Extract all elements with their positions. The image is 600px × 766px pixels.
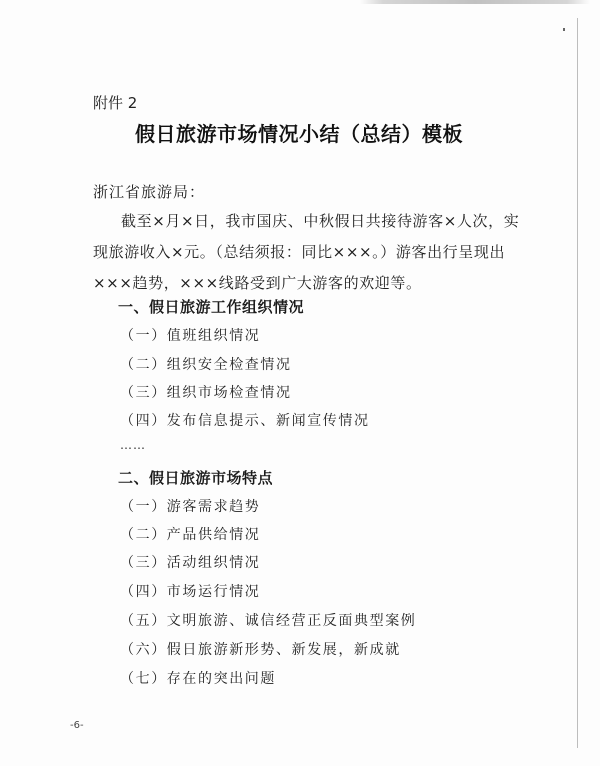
paragraph-line: 现旅游收入×元。（总结须报：同比×××。）游客出行呈现出 [93,243,506,261]
section2-item-5: （五）文明旅游、诚信经营正反面典型案例 [120,613,417,629]
section1-item-4: （四）发布信息提示、新闻宣传情况 [120,413,370,429]
section2-item-3: （三）活动组织情况 [120,555,261,571]
section1-item-3: （三）组织市场检查情况 [120,385,292,401]
section1-heading: 一、假日旅游工作组织情况 [118,298,305,316]
section2-item-1: （一）游客需求趋势 [120,499,261,515]
section1-item-2: （二）组织安全检查情况 [120,357,292,373]
section2-item-6: （六）假日旅游新形势、新发展，新成就 [120,642,401,658]
attachment-label: 附件 2 [93,94,138,112]
section1-item-1: （一）值班组织情况 [120,328,261,344]
paragraph-line: 截至×月×日，我市国庆、中秋假日共接待游客×人次，实 [121,212,520,230]
scan-artifact-dot [563,28,565,31]
scan-artifact-right-edge [577,18,578,748]
document-title: 假日旅游市场情况小结（总结）模板 [135,122,463,146]
section1-ellipsis: …… [120,438,146,452]
section2-item-7: （七）存在的突出问题 [120,671,276,687]
section2-item-4: （四）市场运行情况 [120,584,261,600]
page-number: -6- [70,720,84,731]
scan-artifact-top [360,0,590,4]
intro-paragraph [93,206,520,299]
section2-heading: 二、假日旅游市场特点 [118,469,274,487]
section2-item-2: （二）产品供给情况 [120,527,261,543]
paragraph-line: ×××趋势，×××线路受到广大游客的欢迎等。 [93,274,422,292]
addressee: 浙江省旅游局： [93,183,206,201]
